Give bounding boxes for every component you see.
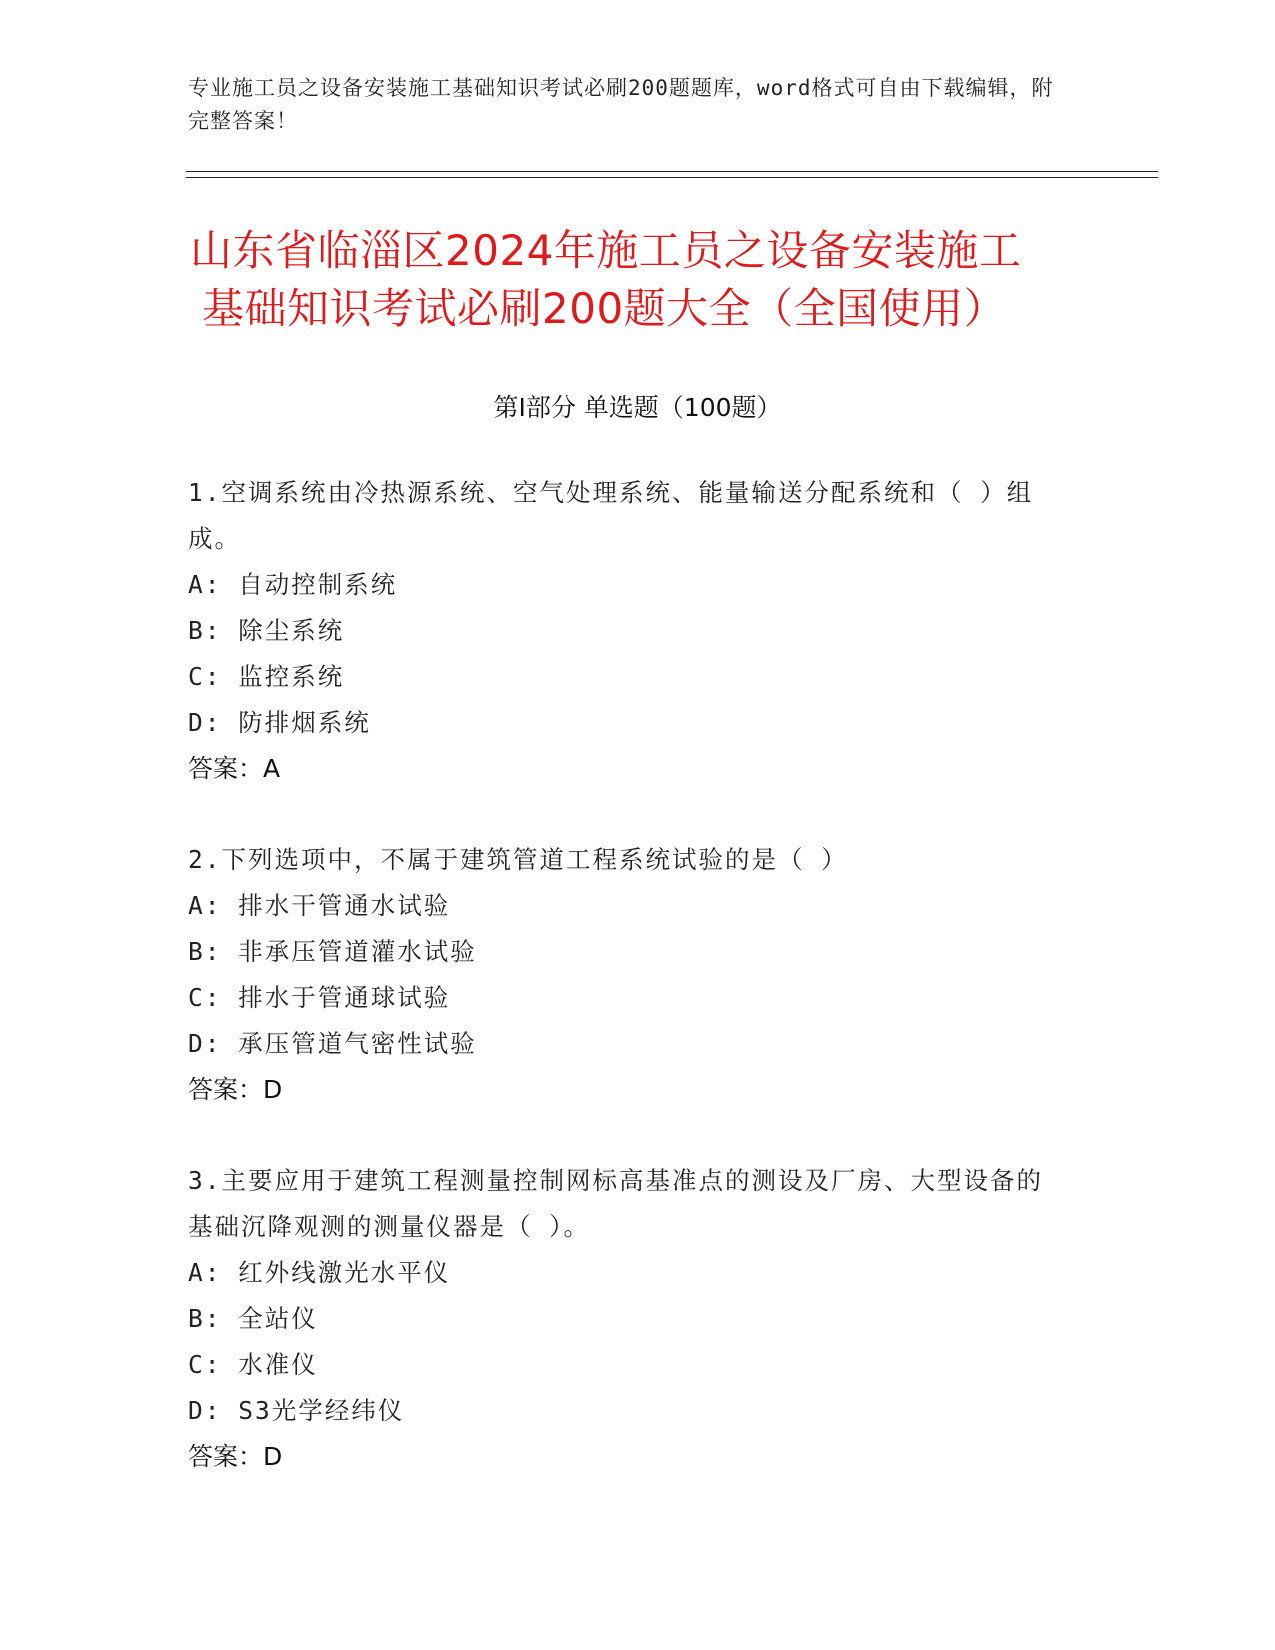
option-a: A: 排水干管通水试验 xyxy=(188,891,451,920)
document-title-line2: 基础知识考试必刷200题大全（全国使用） xyxy=(202,284,1007,333)
option-c: C: 排水于管通球试验 xyxy=(188,983,451,1012)
question-list xyxy=(188,470,1068,1525)
header-note: 专业施工员之设备安装施工基础知识考试必刷200题题库，word格式可自由下载编辑，附完整答案！ xyxy=(188,76,1054,133)
question-stem: 1.空调系统由冷热源系统、空气处理系统、能量输送分配系统和（ ）组成。 xyxy=(188,478,1034,553)
question-stem: 2.下列选项中，不属于建筑管道工程系统试验的是（ ） xyxy=(188,845,848,874)
option-b: B: 非承压管道灌水试验 xyxy=(188,937,477,966)
answer-label: 答案：A xyxy=(188,754,281,783)
option-c: C: 监控系统 xyxy=(188,662,345,691)
answer-label: 答案：D xyxy=(188,1075,283,1104)
question-stem: 3.主要应用于建筑工程测量控制网标高基准点的测设及厂房、大型设备的基础沉降观测的测量仪器是（ ）。 xyxy=(188,1166,1043,1241)
option-d: D: 承压管道气密性试验 xyxy=(188,1029,477,1058)
section-title: 第Ⅰ部分 单选题（100题） xyxy=(493,393,782,422)
question-3 xyxy=(188,1158,1068,1480)
answer-label: 答案：D xyxy=(188,1442,283,1471)
header-divider-bottom xyxy=(186,177,1158,178)
option-c: C: 水准仪 xyxy=(188,1350,318,1379)
question-1 xyxy=(188,470,1068,792)
option-b: B: 全站仪 xyxy=(188,1304,318,1333)
option-a: A: 红外线激光水平仪 xyxy=(188,1258,451,1287)
document-title xyxy=(190,222,1090,338)
option-d: D: S3光学经纬仪 xyxy=(188,1396,405,1425)
option-d: D: 防排烟系统 xyxy=(188,708,371,737)
header-divider-top xyxy=(186,171,1158,172)
document-title-line1: 山东省临淄区2024年施工员之设备安装施工 xyxy=(190,226,1022,275)
option-a: A: 自动控制系统 xyxy=(188,570,398,599)
option-b: B: 除尘系统 xyxy=(188,616,345,645)
question-2 xyxy=(188,837,1068,1113)
